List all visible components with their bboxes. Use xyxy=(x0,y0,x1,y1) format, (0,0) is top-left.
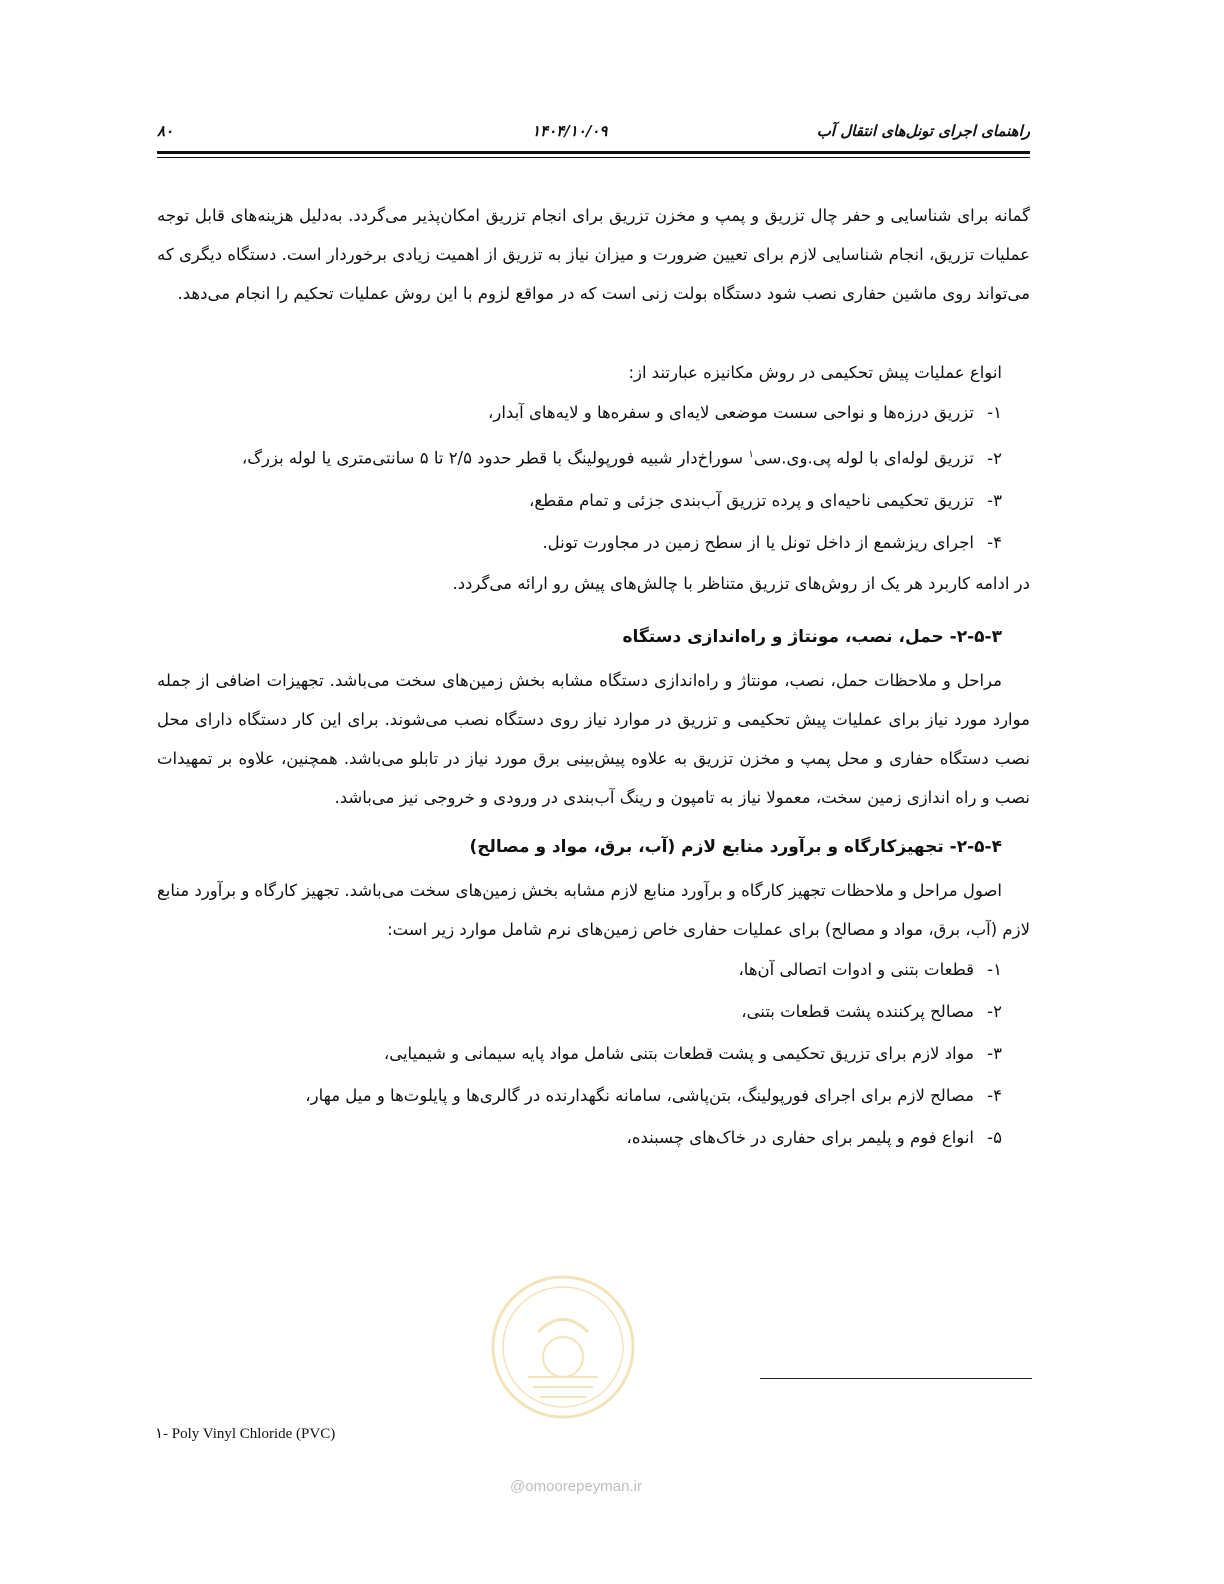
page-number: ۸۰ xyxy=(157,122,174,140)
section-heading: ۲-۵-۳- حمل، نصب، مونتاژ و راه‌اندازی دستگاه xyxy=(622,626,1002,647)
list-item: ۴-اجرای ریزشمع از داخل تونل یا از سطح زمین در مجاورت تونل. xyxy=(542,532,1002,552)
list-item: ۴-مصالح لازم برای اجرای فورپولینگ، بتن‌پاشی، سامانه نگهدارنده در گالری‌ها و پایلوت‌ها و میل مهار، xyxy=(305,1085,1002,1105)
methods-list xyxy=(157,392,1030,564)
page-body xyxy=(157,196,1030,1159)
watermark-site: @omoorepeyman.ir xyxy=(510,1478,642,1495)
paragraph: گمانه برای شناسایی و حفر چال تزریق و پمپ و مخزن تزریق برای انجام تزریق امکان‌پذیر می‌گردد. به‌دلیل هزینه‌های قابل توجه عملیات تزریق، انجام شناسایی لازم برای تعیین ضرورت و میزان نیاز به تزریق از اهمیت زیادی برخوردار است. دستگاه دیگری که می‌تواند روی ماشین حفاری نصب شود دستگاه بولت زنی است که در مواقع لزوم با این روش عملیات تحکیم را انجام می‌دهد. xyxy=(157,206,1030,303)
list-item: ۱-تزریق درزه‌ها و نواحی سست موضعی لایه‌ای و سفره‌ها و لایه‌های آبدار، xyxy=(488,403,1002,422)
header-rule-thick xyxy=(157,151,1030,154)
list-item: ۲-تزریق لوله‌ای با لوله پی.وی.سی$^۱$ سوراخ‌دار شبیه فورپولینگ با قطر حدود ۲/۵ تا ۵ سانتی‌متری یا لوله بزرگ، xyxy=(241,448,1002,468)
list-item: ۱-قطعات بتنی و ادوات اتصالی آن‌ها، xyxy=(738,959,1002,979)
list-item: ۳-مواد لازم برای تزریق تحکیمی و پشت قطعات بتنی شامل مواد پایه سیمانی و شیمیایی، xyxy=(383,1043,1002,1063)
page-header xyxy=(157,116,1030,146)
methods-outro: در ادامه کاربرد هر یک از روش‌های تزریق متناظر با چالش‌های پیش رو ارائه می‌گردد. xyxy=(452,573,1030,593)
resources-list xyxy=(157,949,1030,1159)
header-date: ۱۴۰۴/۱۰/۰۹ xyxy=(532,122,608,140)
watermark-logo-icon xyxy=(488,1272,638,1422)
methods-intro: انواع عملیات پیش تحکیمی در روش مکانیزه عبارتند از: xyxy=(628,363,1002,382)
section-body: مراحل و ملاحظات حمل، نصب، مونتاژ و راه‌اندازی دستگاه مشابه بخش زمین‌های سخت می‌باشد. تجهیزات اضافی از جمله موارد مورد نیاز برای عملیات پیش تحکیمی و تزریق در موارد نیاز روی دستگاه نصب می‌شوند. برای این کار دستگاه دارای محل نصب دستگاه حفاری و محل پمپ و مخزن تزریق به علاوه پیش‌بینی برق مورد نیاز در تابلو می‌باشد. همچنین، علاوه بر تمهیدات نصب و راه اندازی زمین سخت، معمولا نیاز به تامپون و رینگ آب‌بندی در ورودی و خروجی نیز می‌باشد. xyxy=(157,670,1030,807)
document-title: راهنمای اجرای تونل‌های انتقال آب xyxy=(816,122,1030,140)
footnote-divider xyxy=(760,1378,1032,1379)
footnote: ۱- Poly Vinyl Chloride (PVC) xyxy=(155,1426,336,1442)
list-item: ۳-تزریق تحکیمی ناحیه‌ای و پرده تزریق آب‌بندی جزئی و تمام مقطع، xyxy=(529,490,1002,510)
header-rule-thin xyxy=(157,157,1030,158)
section-body: اصول مراحل و ملاحظات تجهیز کارگاه و برآورد منابع لازم مشابه بخش زمین‌های سخت می‌باشد. تجهیز کارگاه و برآورد منابع لازم (آب، برق، مواد و مصالح) برای عملیات حفاری خاص زمین‌های نرم شامل موارد زیر است: xyxy=(157,880,1030,939)
list-item: ۲-مصالح پرکننده پشت قطعات بتنی، xyxy=(741,1001,1002,1021)
list-item: ۵-انواع فوم و پلیمر برای حفاری در خاک‌های چسبنده، xyxy=(626,1127,1002,1147)
footnote-ref[interactable]: ۱ xyxy=(748,449,754,460)
section-heading: ۲-۵-۴- تجهیزکارگاه و برآورد منابع لازم (آب، برق، مواد و مصالح) xyxy=(469,836,1002,857)
